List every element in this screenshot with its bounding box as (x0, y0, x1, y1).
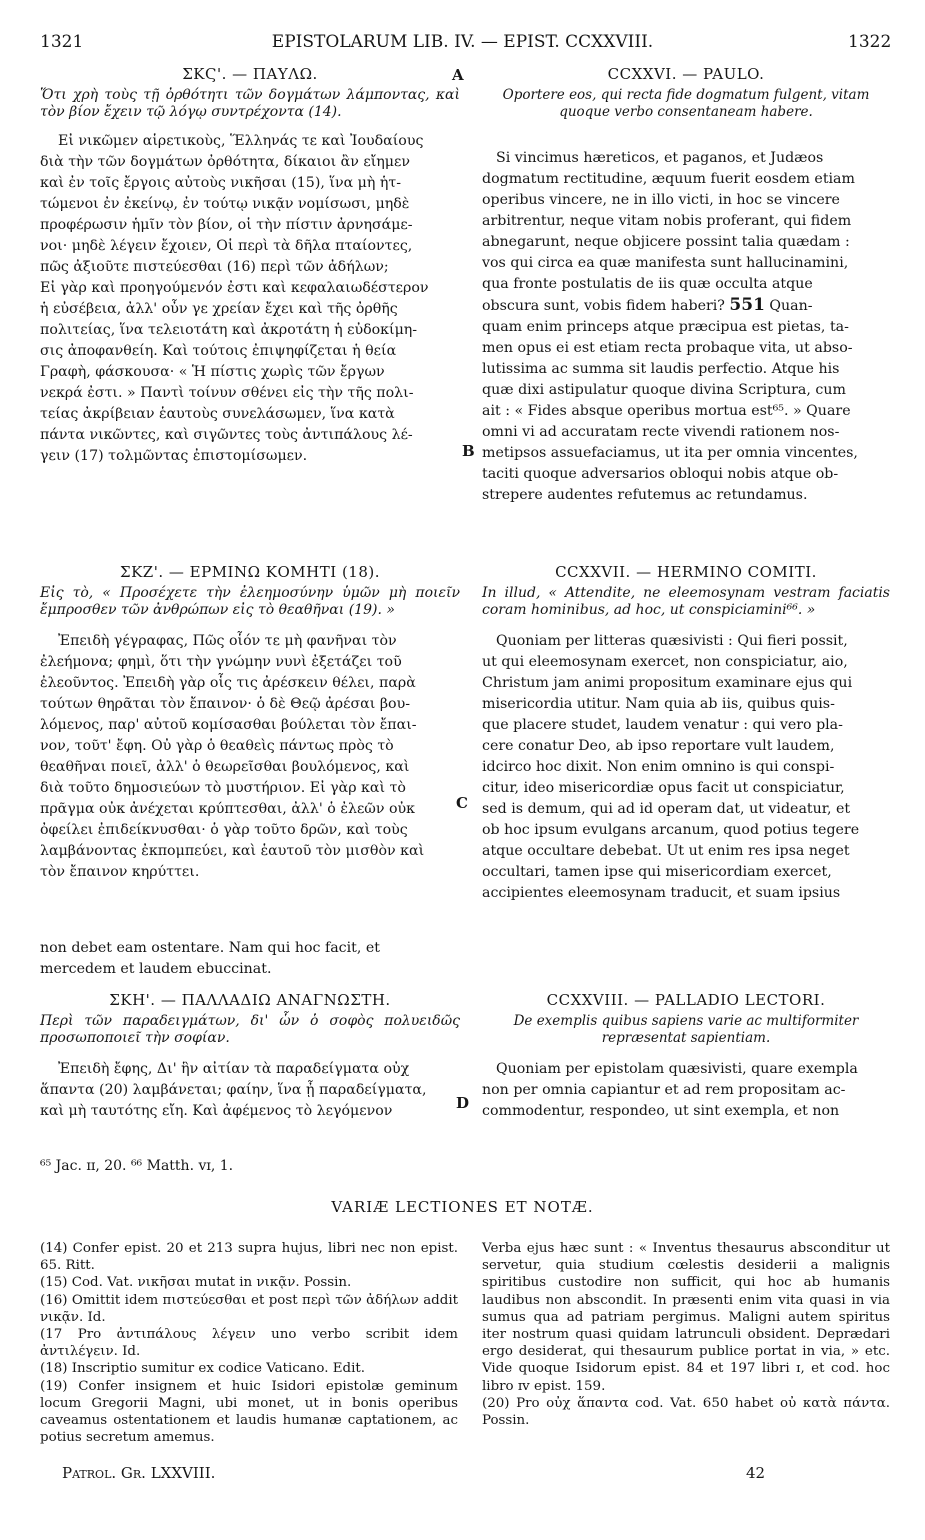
greek-body (40, 631, 460, 883)
note-item: (17 Pro ἀντιπάλους λέγειν uno verbo scribit idem ἀντιλέγειν. Id. (40, 1327, 458, 1360)
latin-line: quæ dixi astipulatur quoque divina Scriptura, cum (482, 382, 846, 398)
greek-line: γειν (17) τολμῶντας ἐπιστομίσωμεν. (40, 448, 308, 464)
column-number: 551 (729, 295, 765, 315)
latin-line: men opus ei est etiam recta probaque vita, ut abso- (482, 340, 853, 356)
latin-title: CCXXVII. — HERMINO COMITI. (555, 563, 817, 581)
latin-line: arbitrentur, neque vitam nobis proferant, qui fidem (482, 213, 852, 229)
greek-line: πάντα νικῶντες, καὶ σιγῶντες τοὺς ἀντιπάλους λέ- (40, 427, 413, 443)
latin-title: CCXXVI. — PAULO. (607, 65, 765, 83)
latin-line: ut qui eleemosynam exercet, non conspiciatur, aio, (482, 654, 848, 670)
latin-line: qua fronte postulatis de iis quæ occulta atque (482, 276, 813, 292)
greek-body (40, 131, 460, 467)
greek-line: Ἐπειδὴ γέγραφας, Πῶς οἷόν τε μὴ φανῆναι τὸν (58, 633, 397, 649)
volume-signature: Patrol. Gr. LXXVIII. (62, 1464, 216, 1482)
latin-line: misericordia utitur. Nam quia ab iis, quibus quis- (482, 696, 835, 712)
notes-heading: VARIÆ LECTIONES ET NOTÆ. (331, 1198, 594, 1216)
greek-line: διὰ τοῦτο δημοσιεύων τὸ μυστήριον. Εἰ γὰρ καὶ τὸ (40, 780, 406, 796)
greek-subtitle: Ὅτι χρὴ τοὺς τῇ ὀρθότητι τῶν δογμάτων λάμποντας, καὶ τὸν βίον ἔχειν τῷ λόγῳ συντρέχοντα (14). (40, 87, 460, 120)
latin-line: sed is demum, qui ad id operam dat, ut videatur, et (482, 801, 851, 817)
margin-letter-c: C (456, 794, 468, 812)
latin-line: Quoniam per litteras quæsivisti : Qui fieri possit, (496, 633, 848, 649)
latin-line: non debet eam ostentare. Nam qui hoc facit, et (40, 940, 380, 956)
notes-left-column (40, 1240, 458, 1446)
latin-line: atque occultare debebat. Ut ut enim res ipsa neget (482, 843, 850, 859)
greek-line: τώμενοι ἐν ἐκείνῳ, ἐν τούτῳ νικᾷν νομίσωσι, μηδὲ (40, 196, 410, 212)
latin-line: citur, ideo misericordiæ opus facit ut conspiciatur, (482, 780, 845, 796)
running-header (0, 32, 925, 62)
latin-line: ob hoc ipsum evulgans arcanum, quod potius tegere (482, 822, 860, 838)
greek-line: θεαθῆναι ποιεῖ, ἀλλ' ὁ θεωρεῖσθαι βουλόμενος, καὶ (40, 759, 410, 775)
latin-letter-226 (482, 64, 890, 506)
greek-line: λόμενος, παρ' αὐτοῦ κομίσασθαι βούλεται τὸν ἔπαι- (40, 717, 417, 733)
note-item: (16) Omittit idem πιστεύεσθαι et post περὶ τῶν ἀδήλων addit νικᾷν. Id. (40, 1292, 458, 1325)
latin-line: idcirco hoc dixit. Non enim omnino is qui conspi- (482, 759, 835, 775)
greek-line: πρᾶγμα οὐκ ἀνέχεται κρύπτεσθαι, ἀλλ' ὁ ἐλεῶν οὐκ (40, 801, 416, 817)
latin-line: non per omnia capiantur et ad rem propositam ac- (482, 1082, 846, 1098)
latin-line: abnegarunt, neque objicere possint talia quædam : (482, 234, 850, 250)
latin-subtitle: Oportere eos, qui recta fide dogmatum fulgent, vitam quoque verbo consentaneam habere. (502, 87, 870, 120)
greek-title: ΣΚΖ'. — ΕΡΜΙΝΩ ΚΟΜΗΤΙ (18). (119, 563, 381, 581)
greek-line: σις ἀποφανθείη. Καὶ τούτοις ἐπιψηφίζεται ἡ θεία (40, 343, 397, 359)
scripture-footnotes: ⁶⁵ Jac. ɪɪ, 20. ⁶⁶ Matth. ᴠɪ, 1. (40, 1158, 234, 1174)
latin-line: Christum jam animi propositum examinare ejus qui (482, 675, 853, 691)
greek-line: ἡ εὐσέβεια, ἀλλ' οὖν γε χρείαν ἔχει καὶ τῆς ὀρθῆς (40, 301, 398, 317)
greek-line: ὀφείλει ἐπιδείκνυσθαι· ὁ γὰρ τοῦτο δρῶν, καὶ τοὺς (40, 822, 408, 838)
note-item: (19) Confer insignem et huic Isidori epistolæ geminum locum Gregorii Magni, ubi monet, ut in bonis operibus caveamus ostentationem et laudis humanæ captationem, ac potius secretum amemus. (40, 1378, 458, 1446)
greek-line: νεκρά ἐστι. » Παντὶ τοίνυν σθένει εἰς τὴν τῆς πολι- (40, 385, 414, 401)
latin-line: omni vi ad accuratam recte vivendi rationem nos- (482, 424, 840, 440)
greek-body (40, 1059, 460, 1122)
latin-body (482, 148, 890, 506)
greek-title: ΣΚΗ'. — ΠΑΛΛΑΔΙΩ ΑΝΑΓΝΩΣΤΗ. (109, 991, 391, 1009)
note-item: (18) Inscriptio sumitur ex codice Vaticano. Edit. (40, 1361, 366, 1377)
latin-body (482, 1059, 890, 1122)
greek-subtitle: Εἰς τὸ, « Προσέχετε τὴν ἐλεημοσύνην ὑμῶν μὴ ποιεῖν ἔμπροσθεν τῶν ἀνθρώπων εἰς τὸ θεαθῆναι (19). » (40, 585, 460, 618)
latin-line: accipientes eleemosynam traducit, et suam ipsius (482, 885, 841, 901)
note-item: (15) Cod. Vat. νικῆσαι mutat in νικᾷν. Possin. (40, 1275, 352, 1291)
greek-line: πολιτείας, ἵνα τελειοτάτη καὶ ἀκροτάτη ἡ εὐδοκίμη- (40, 322, 418, 338)
latin-line: que placere studet, laudem venatur : qui vero pla- (482, 717, 843, 733)
latin-line: dogmatum rectitudine, æquum fuerit eosdem etiam (482, 171, 855, 187)
greek-line: καὶ ἐν τοῖς ἔργοις αὐτοὺς νικῆσαι (15), ἵνα μὴ ἡτ- (40, 175, 402, 191)
greek-line: προφέρωσιν ἡμῖν τὸν βίον, οἱ τὴν πίστιν ἀρνησάμε- (40, 217, 413, 233)
latin-line: vos qui circa ea quæ manifesta sunt hallucinamini, (482, 255, 849, 271)
latin-line: metipsos assuefaciamus, ut ita per omnia vincentes, (482, 445, 858, 461)
greek-line: Ἐπειδὴ ἔφης, Δι' ἣν αἰτίαν τὰ παραδείγματα οὐχ (58, 1061, 410, 1077)
latin-letter-228 (482, 990, 890, 1122)
greek-line: λαμβάνοντας ἐκπομπεύει, καὶ ἑαυτοῦ τὸν μισθὸν καὶ (40, 843, 425, 859)
note-item: (14) Confer epist. 20 et 213 supra hujus, libri nec non epist. 65. Ritt. (40, 1241, 458, 1274)
greek-title: ΣΚϚ'. — ΠΑΥΛΩ. (182, 65, 318, 83)
greek-line: ἐλεοῦντος. Ἐπειδὴ γὰρ οἷς τις ἀρέσκειν θέλει, παρὰ (40, 675, 416, 691)
latin-body (482, 631, 890, 904)
latin-subtitle: In illud, « Attendite, ne eleemosynam vestram faciatis coram hominibus, ad hoc, ut conspiciamini⁶⁶. » (482, 585, 890, 618)
latin-line: lutissima ac summa sit laudis perfectio. Atque his (482, 361, 840, 377)
greek-line: ἐλεήμονα; φημὶ, ὅτι τὴν γνώμην νυνὶ ἐξετάζει τοῦ (40, 654, 402, 670)
latin-line: cere conatur Deo, ab ipso reportare vult laudem, (482, 738, 835, 754)
page-number-right: 1322 (848, 32, 892, 52)
latin-subtitle: De exemplis quibus sapiens varie ac multiformiter repræsentat sapientiam. (513, 1013, 859, 1046)
greek-letter-228 (40, 990, 460, 1122)
notes-right-column (482, 1240, 890, 1429)
latin-line: mercedem et laudem ebuccinat. (40, 961, 272, 977)
latin-line: ait : « Fides absque operibus mortua est⁶⁵. » Quare (482, 403, 851, 419)
greek-line: Εἰ νικῶμεν αἱρετικοὺς, Ἕλληνάς τε καὶ Ἰουδαίους (58, 133, 424, 149)
greek-line: τούτων θηρᾶται τὸν ἔπαινον· ὁ δὲ Θεῷ ἀρέσαι βου- (40, 696, 410, 712)
page-number-left: 1321 (40, 32, 84, 52)
latin-line: quam enim princeps atque præcipua est pietas, ta- (482, 319, 849, 335)
latin-line: operibus vincere, ne in illo victi, in hoc se vincere (482, 192, 840, 208)
greek-letter-226 (40, 64, 460, 467)
greek-line: καὶ μὴ ταυτότης εἴη. Καὶ ἀφέμενος τὸ λεγόμενον (40, 1103, 393, 1119)
latin-line-with-column-number: obscura sunt, vobis fidem haberi? 551 Quan- (482, 295, 813, 315)
latin-line: Si vincimus hæreticos, et paganos, et Judæos (496, 150, 824, 166)
margin-letter-a: A (452, 66, 464, 84)
signature-number: 42 (746, 1464, 766, 1482)
running-title: EPISTOLARUM LIB. IV. — EPIST. CCXXVIII. (271, 32, 654, 52)
margin-letter-b: B (462, 442, 475, 460)
greek-line: τείας ἀκρίβειαν ἑαυτοὺς συνελάσωμεν, ἵνα κατὰ (40, 406, 395, 422)
greek-subtitle: Περὶ τῶν παραδειγμάτων, δι' ὧν ὁ σοφὸς πολυειδῶς προσωποποιεῖ τὴν σοφίαν. (40, 1013, 460, 1046)
greek-line: διὰ τὴν τῶν δογμάτων ὀρθότητα, δίκαιοι ἂν εἴημεν (40, 154, 410, 170)
note-item: (20) Pro οὐχ ἅπαντα cod. Vat. 650 habet οὐ κατὰ πάντα. Possin. (482, 1395, 890, 1429)
margin-letter-d: D (456, 1094, 470, 1112)
greek-line: τὸν ἔπαινον κηρύττει. (40, 864, 200, 880)
greek-line: ἅπαντα (20) λαμβάνεται; φαίην, ἵνα ᾖ παραδείγματα, (40, 1082, 427, 1098)
greek-line: Εἰ γὰρ καὶ προηγούμενόν ἐστι καὶ κεφαλαιωδέστερον (40, 280, 429, 296)
note-item: Verba ejus hæc sunt : « Inventus thesaurus absconditur ut servetur, quia studium cœlestis desiderii a malignis spiritibus custodire non sufficit, qui hoc ab humanis laudibus non abscondit. In præsenti enim vita quasi in via sumus qua ad patriam pergimus. Maligni autem spiritus iter nostrum quasi quidam latrunculi obsident. Deprædari ergo desiderat, qui thesaurum publice portat in via, » etc. Vide quoque Isidorum epist. 84 et 197 libri ɪ, et cod. hoc libro ɪᴠ epist. 159. (482, 1241, 890, 1394)
greek-letter-227 (40, 562, 460, 883)
latin-letter-227 (482, 562, 890, 904)
latin-line: occultari, tamen ipse qui misericordiam exercet, (482, 864, 832, 880)
greek-line: πῶς ἀξιοῦτε πιστεύεσθαι (16) περὶ τῶν ἀδήλων; (40, 259, 389, 275)
latin-line: strepere audentes refutemus ac retundamus. (482, 487, 808, 503)
latin-line: commodentur, respondeo, ut sint exempla, et non (482, 1103, 840, 1119)
latin-title: CCXXVIII. — PALLADIO LECTORI. (546, 991, 826, 1009)
greek-line: νον, τοῦτ' ἔφη. Οὐ γὰρ ὁ θεαθεὶς πάντως πρὸς τὸ (40, 738, 394, 754)
latin-line: Quoniam per epistolam quæsivisti, quare exempla (496, 1061, 858, 1077)
latin-line: taciti quoque adversarios obloqui nobis atque ob- (482, 466, 839, 482)
latin-continuation (40, 938, 460, 980)
greek-line: νοι· μηδὲ λέγειν ἔχοιεν, Οἱ περὶ τὰ δῆλα πταίοντες, (40, 238, 413, 254)
greek-line: Γραφὴ, φάσκουσα· « Ἡ πίστις χωρὶς τῶν ἔργων (40, 364, 385, 380)
